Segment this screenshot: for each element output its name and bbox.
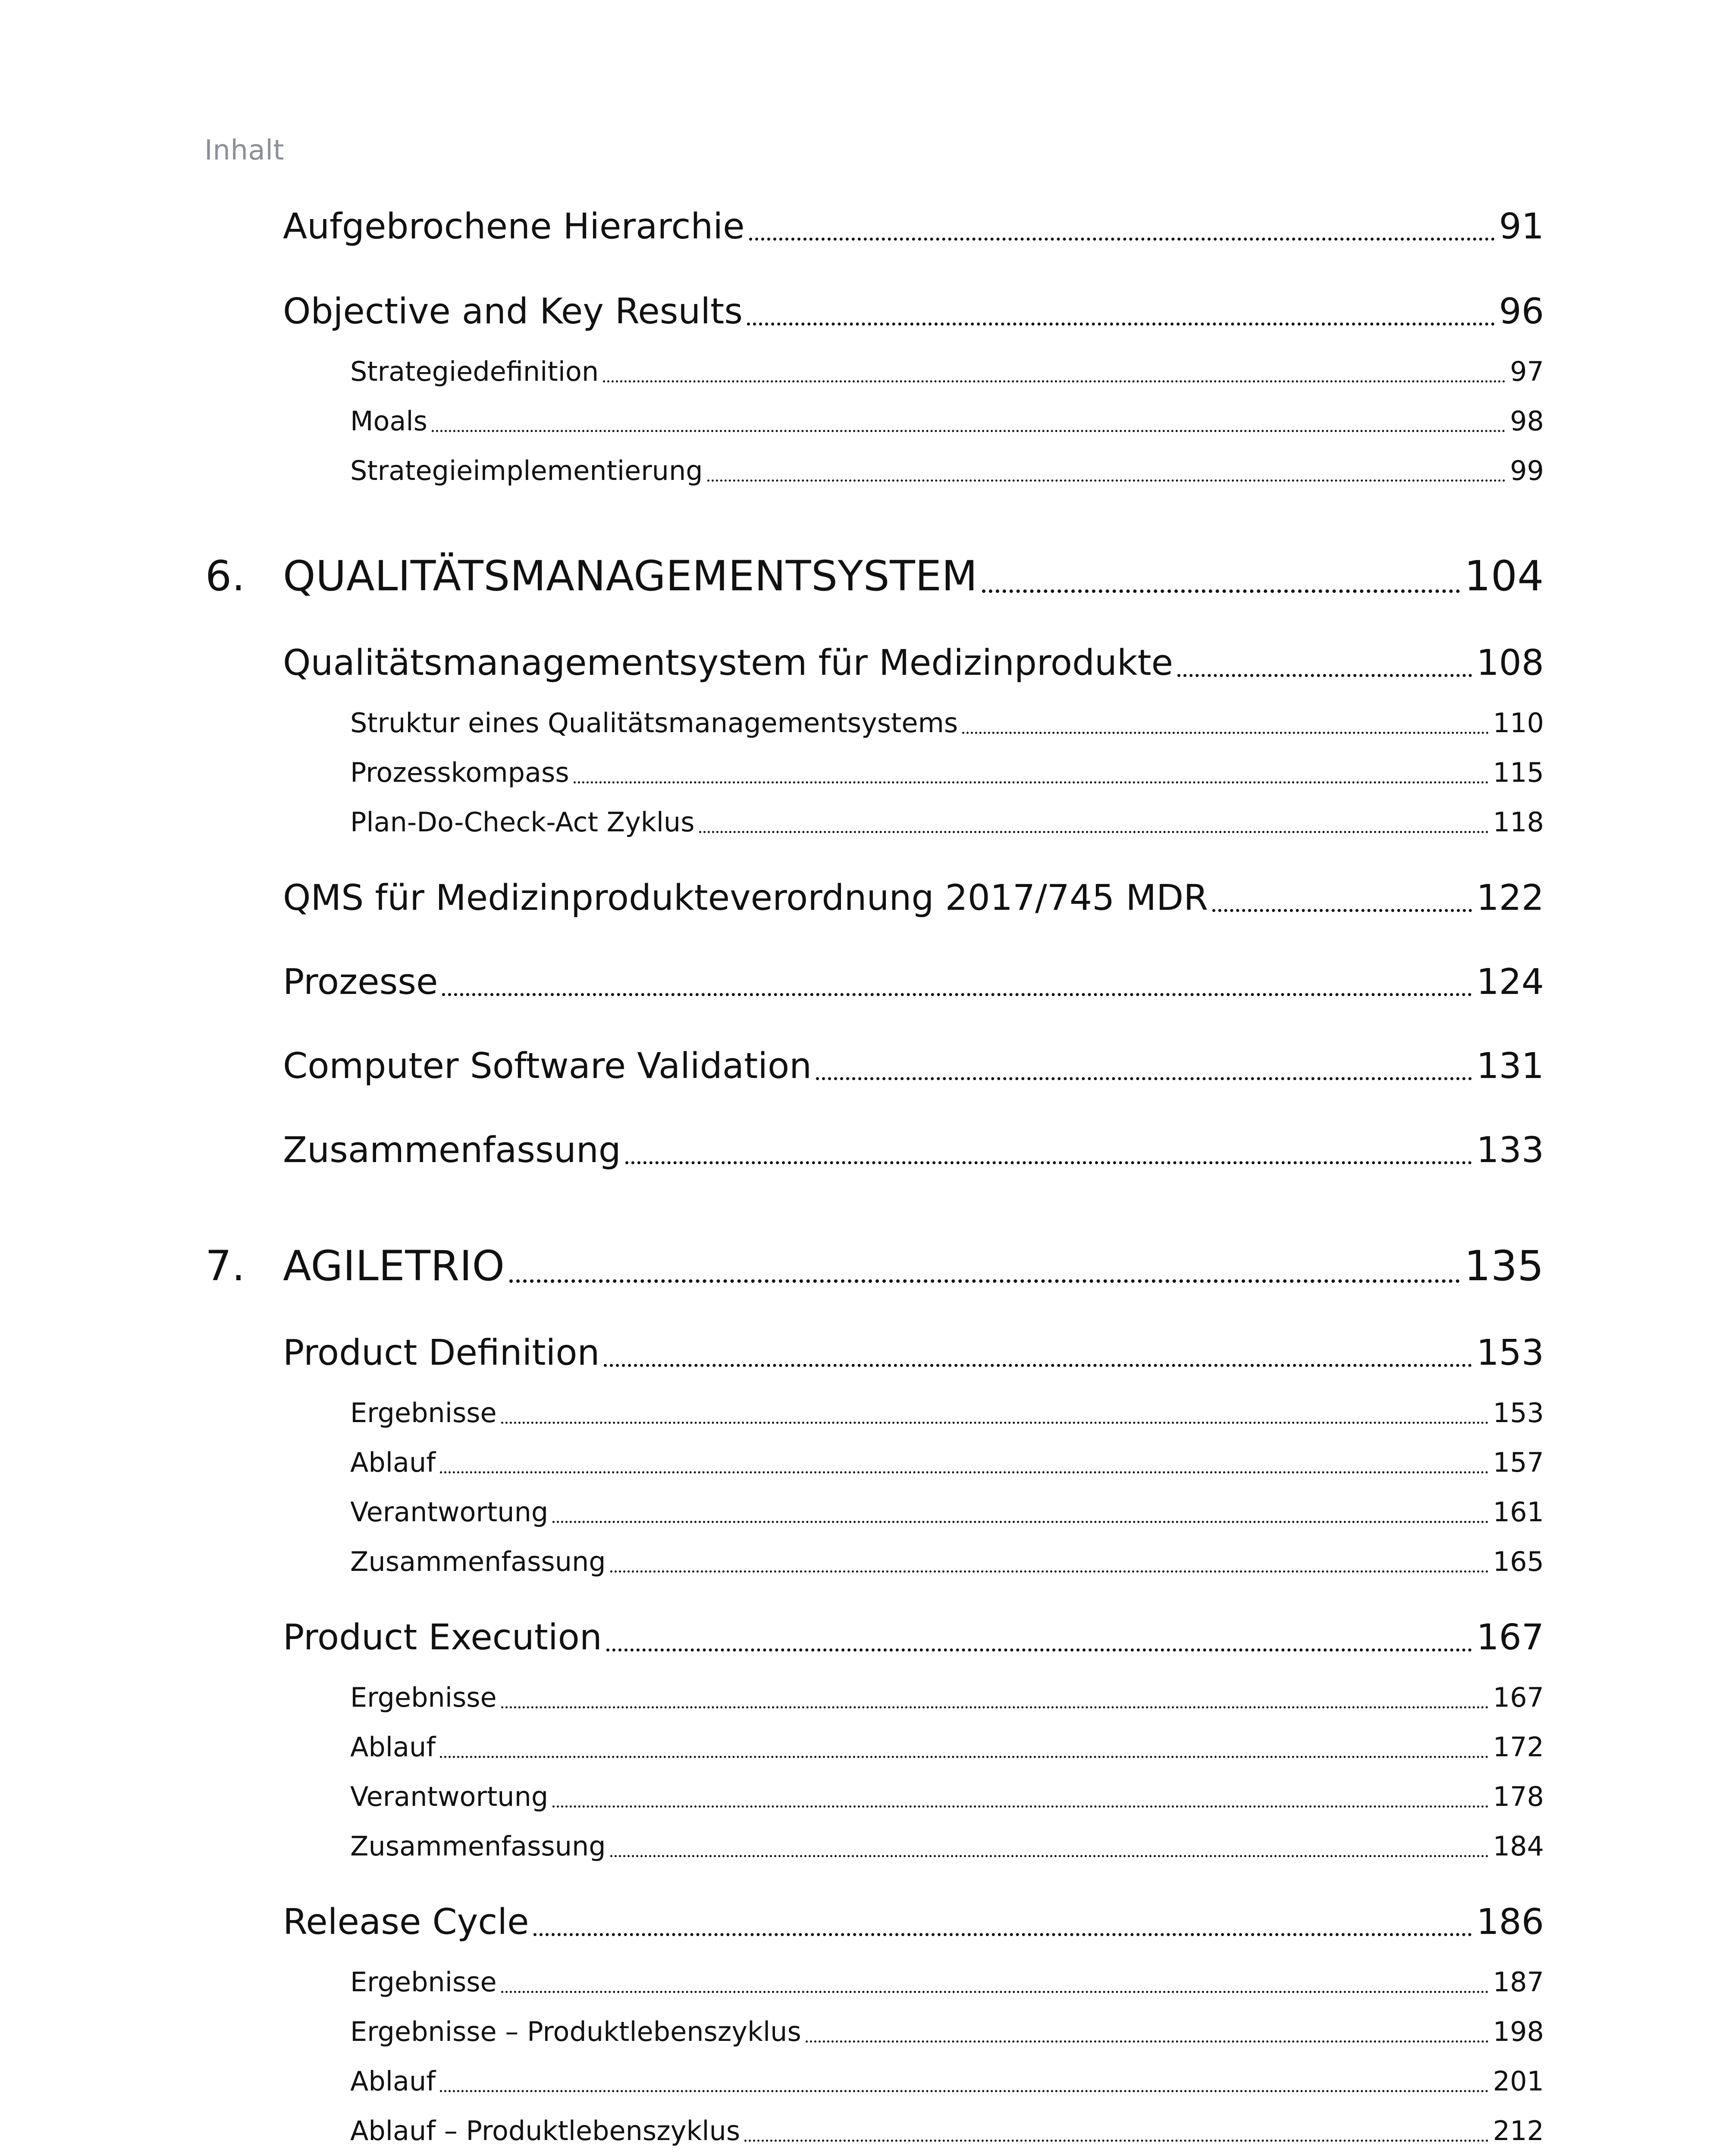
toc-entry-section[interactable]	[283, 1332, 1544, 1373]
toc-entry-sub[interactable]	[350, 356, 1544, 387]
toc-entry-title: Strategiedefinition	[350, 356, 599, 387]
dot-leader	[699, 806, 1489, 838]
toc-entry-page: 115	[1493, 757, 1544, 788]
toc-entry-title: Ergebnisse – Produktlebenszyklus	[350, 2016, 801, 2047]
toc-entry-page: 133	[1476, 1130, 1544, 1171]
dot-leader	[442, 962, 1472, 1003]
toc-entry-page: 153	[1476, 1332, 1544, 1373]
toc-entry-section[interactable]	[283, 1617, 1544, 1658]
toc-entry-page: 201	[1493, 2065, 1544, 2097]
toc-entry-title: Moals	[350, 405, 427, 437]
toc-entry-page: 118	[1493, 806, 1544, 838]
toc-entry-sub[interactable]	[350, 2065, 1544, 2097]
toc-entry-page: 97	[1510, 356, 1544, 387]
chapter-number: 6.	[205, 552, 245, 600]
toc-entry-sub[interactable]	[350, 405, 1544, 437]
toc-entry-page: 99	[1510, 455, 1544, 486]
dot-leader	[440, 1731, 1489, 1763]
toc-entry-page: 187	[1493, 1966, 1544, 1998]
toc-entry-page: 167	[1476, 1617, 1544, 1658]
toc-entry-page: 212	[1493, 2115, 1544, 2147]
toc-entry-page: 186	[1476, 1902, 1544, 1943]
toc-entry-sub[interactable]	[350, 1966, 1544, 1998]
dot-leader	[552, 1781, 1488, 1812]
toc-entry-title: Ergebnisse	[350, 1397, 497, 1429]
toc-entry-page: 161	[1493, 1496, 1544, 1528]
dot-leader	[707, 455, 1506, 486]
toc-entry-title: Prozesskompass	[350, 757, 569, 788]
toc-entry-section[interactable]	[283, 1130, 1544, 1171]
dot-leader	[533, 1902, 1472, 1943]
dot-leader	[806, 2016, 1489, 2047]
toc-entry-page: 165	[1493, 1546, 1544, 1577]
toc-entry-section[interactable]	[283, 877, 1544, 918]
toc-entry-sub[interactable]	[350, 2016, 1544, 2047]
toc-entry-title: Verantwortung	[350, 1781, 549, 1812]
dot-leader	[606, 1617, 1472, 1658]
toc-entry-title: Ablauf	[350, 2065, 436, 2097]
running-head: Inhalt	[204, 135, 285, 166]
toc-entry-page: 110	[1493, 707, 1544, 739]
dot-leader	[625, 1130, 1472, 1171]
dot-leader	[501, 1966, 1489, 1998]
toc-entry-title: Zusammenfassung	[350, 1830, 606, 1862]
dot-leader	[440, 2065, 1489, 2097]
dot-leader	[610, 1546, 1489, 1577]
toc-entry-sub[interactable]	[350, 2115, 1544, 2147]
dot-leader	[1177, 642, 1472, 683]
toc-entry-page: 157	[1493, 1447, 1544, 1478]
toc-entry-sub[interactable]	[350, 1447, 1544, 1478]
dot-leader	[603, 356, 1506, 387]
toc-entry-title: Ablauf – Produktlebenszyklus	[350, 2115, 740, 2147]
toc-entry-chapter[interactable]	[205, 1242, 1544, 1290]
toc-entry-page: 184	[1493, 1830, 1544, 1862]
toc-entry-sub[interactable]	[350, 1496, 1544, 1528]
toc-entry-title: QMS für Medizinprodukteverordnung 2017/745 MDR	[283, 877, 1208, 918]
toc-entry-title: Zusammenfassung	[350, 1546, 606, 1577]
toc-entry-title: Ergebnisse	[350, 1966, 497, 1998]
toc-entry-page: 91	[1499, 206, 1544, 247]
dot-leader	[816, 1046, 1472, 1087]
toc-entry-title: Verantwortung	[350, 1496, 549, 1528]
toc-entry-page: 122	[1476, 877, 1544, 918]
toc-entry-page: 153	[1493, 1397, 1544, 1429]
toc-entry-sub[interactable]	[350, 1830, 1544, 1862]
dot-leader	[432, 405, 1506, 437]
toc-entry-title: Product Definition	[283, 1332, 600, 1373]
toc-entry-sub[interactable]	[350, 757, 1544, 788]
dot-leader	[744, 2115, 1488, 2147]
dot-leader	[962, 707, 1488, 739]
toc-entry-sub[interactable]	[350, 1731, 1544, 1763]
toc-entry-title: Objective and Key Results	[283, 291, 743, 332]
toc-entry-title: Struktur eines Qualitätsmanagementsystems	[350, 707, 958, 739]
dot-leader	[509, 1242, 1460, 1290]
toc-entry-sub[interactable]	[350, 1682, 1544, 1713]
toc-entry-sub[interactable]	[350, 455, 1544, 486]
toc-entry-title: Strategieimplementierung	[350, 455, 703, 486]
toc-entry-page: 178	[1493, 1781, 1544, 1812]
toc-entry-section[interactable]	[283, 962, 1544, 1003]
chapter-number: 7.	[205, 1242, 245, 1290]
toc-entry-page: 135	[1464, 1242, 1544, 1290]
toc-entry-sub[interactable]	[350, 806, 1544, 838]
toc-entry-sub[interactable]	[350, 1781, 1544, 1812]
dot-leader	[1212, 877, 1472, 918]
dot-leader	[501, 1682, 1489, 1713]
toc-entry-sub[interactable]	[350, 707, 1544, 739]
toc-entry-section[interactable]	[283, 291, 1544, 332]
toc-entry-page: 108	[1476, 642, 1544, 683]
toc-entry-title: Ablauf	[350, 1447, 436, 1478]
toc-entry-page: 131	[1476, 1046, 1544, 1087]
toc-entry-title: Ablauf	[350, 1731, 436, 1763]
toc-entry-section[interactable]	[283, 642, 1544, 683]
dot-leader	[574, 757, 1489, 788]
dot-leader	[501, 1397, 1489, 1429]
dot-leader	[440, 1447, 1489, 1478]
toc-entry-sub[interactable]	[350, 1397, 1544, 1429]
toc-entry-title: Computer Software Validation	[283, 1046, 812, 1087]
toc-entry-section[interactable]	[283, 1902, 1544, 1943]
toc-entry-page: 198	[1493, 2016, 1544, 2047]
toc-entry-title: Qualitätsmanagementsystem für Medizinprodukte	[283, 642, 1173, 683]
toc-entry-page: 104	[1464, 552, 1544, 600]
toc-entry-title: AGILETRIO	[283, 1242, 505, 1290]
toc-entry-title: Ergebnisse	[350, 1682, 497, 1713]
dot-leader	[604, 1332, 1472, 1373]
toc-entry-title: Prozesse	[283, 962, 438, 1003]
toc-entry-page: 98	[1510, 405, 1544, 437]
toc-entry-title: QUALITÄTSMANAGEMENTSYSTEM	[283, 552, 978, 600]
toc-entry-page: 96	[1499, 291, 1544, 332]
toc-entry-chapter[interactable]	[205, 552, 1544, 600]
toc-entry-page: 172	[1493, 1731, 1544, 1763]
toc-entry-page: 167	[1493, 1682, 1544, 1713]
toc-entry-title: Aufgebrochene Hierarchie	[283, 206, 745, 247]
toc-entry-title: Zusammenfassung	[283, 1130, 621, 1171]
toc-entry-title: Product Execution	[283, 1617, 602, 1658]
dot-leader	[749, 206, 1495, 247]
dot-leader	[610, 1830, 1489, 1862]
toc-entry-page: 124	[1476, 962, 1544, 1003]
toc-entry-title: Release Cycle	[283, 1902, 529, 1943]
toc-entry-section[interactable]	[283, 206, 1544, 247]
toc-entry-title: Plan-Do-Check-Act Zyklus	[350, 806, 695, 838]
dot-leader	[552, 1496, 1488, 1528]
dot-leader	[747, 291, 1495, 332]
toc-entry-sub[interactable]	[350, 1546, 1544, 1577]
dot-leader	[982, 552, 1460, 600]
toc-entry-section[interactable]	[283, 1046, 1544, 1087]
